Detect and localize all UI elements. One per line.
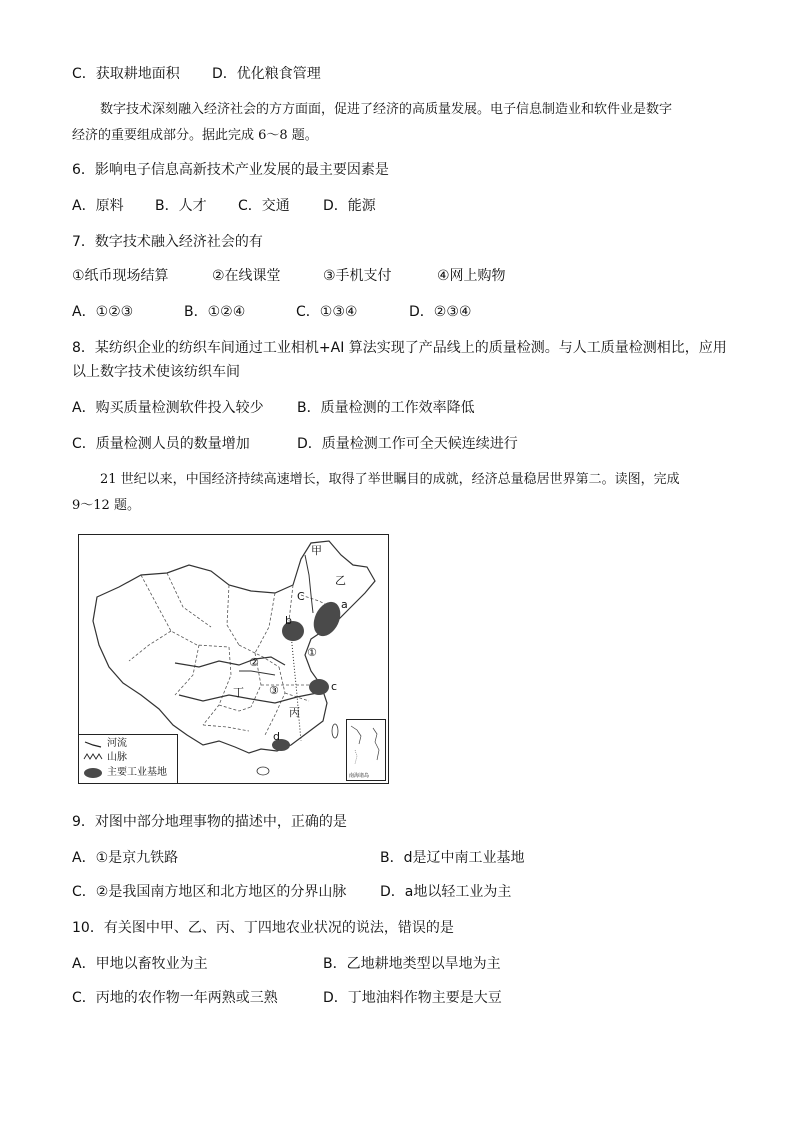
q8-stem-line-1: 8．某纺织企业的纺织车间通过工业相机+AI 算法实现了产品线上的质量检测。与人工质量检测相比，应用 xyxy=(72,340,727,356)
q7-stem: 7．数字技术融入经济社会的有 xyxy=(72,234,263,250)
map-label-jia: 甲 xyxy=(311,544,322,557)
map-label-a: a xyxy=(341,598,348,611)
map-label-b: b xyxy=(285,614,292,627)
q7-option-c: C．①③④ xyxy=(296,304,358,320)
legend-base-label: 主要工业基地 xyxy=(107,767,167,778)
q7-option-a: A．①②③ xyxy=(72,304,134,320)
map-label-num-3: ③ xyxy=(269,684,279,697)
q7-option-b: B．①②④ xyxy=(184,304,246,320)
q6-option-a: A．原料 xyxy=(72,198,124,214)
q10-option-d: D．丁地油料作物主要是大豆 xyxy=(323,990,502,1006)
q5-option-d: D．优化粮食管理 xyxy=(212,66,321,82)
q7-option-d: D．②③④ xyxy=(409,304,472,320)
map-label-c: c xyxy=(331,680,338,693)
q6-stem: 6．影响电子信息高新技术产业发展的最主要因素是 xyxy=(72,162,389,178)
q7-item-2: ②在线课堂 xyxy=(212,268,281,284)
legend-mountain-label: 山脉 xyxy=(107,752,127,763)
q9-option-c: C．②是我国南方地区和北方地区的分界山脉 xyxy=(72,884,347,900)
q10-stem: 10．有关图中甲、乙、丙、丁四地农业状况的说法，错误的是 xyxy=(72,920,454,936)
q6-option-d: D．能源 xyxy=(323,198,376,214)
passage-1-line-1: 数字技术深刻融入经济社会的方方面面，促进了经济的高质量发展。电子信息制造业和软件业是数字 xyxy=(100,102,673,117)
q8-stem-line-2: 以上数字技术使该纺织车间 xyxy=(72,364,240,380)
q9-stem: 9．对图中部分地理事物的描述中，正确的是 xyxy=(72,814,347,830)
china-map-figure xyxy=(78,534,389,784)
q6-option-b: B．人才 xyxy=(155,198,207,214)
q10-option-a: A．甲地以畜牧业为主 xyxy=(72,956,208,972)
map-label-C: C xyxy=(297,590,305,603)
q8-option-b: B．质量检测的工作效率降低 xyxy=(297,400,475,416)
passage-1-line-2: 经济的重要组成部分。据此完成 6～8 题。 xyxy=(72,128,318,143)
q7-item-3: ③手机支付 xyxy=(323,268,392,284)
q10-option-b: B．乙地耕地类型以旱地为主 xyxy=(323,956,501,972)
q7-item-4: ④网上购物 xyxy=(437,268,506,284)
q6-option-c: C．交通 xyxy=(238,198,290,214)
map-label-yi: 乙 xyxy=(335,574,346,587)
legend-river-label: 河流 xyxy=(107,738,127,749)
q8-option-a: A．购买质量检测软件投入较少 xyxy=(72,400,264,416)
map-label-num-2: ② xyxy=(249,656,259,669)
passage-2-line-1: 21 世纪以来，中国经济持续高速增长，取得了举世瞩目的成就，经济总量稳居世界第二。读图，完成 xyxy=(100,472,680,487)
q8-option-d: D．质量检测工作可全天候连续进行 xyxy=(297,436,518,452)
inset-caption: 南海诸岛 xyxy=(349,773,370,779)
q5-option-c: C．获取耕地面积 xyxy=(72,66,180,82)
q9-option-a: A．①是京九铁路 xyxy=(72,850,179,866)
map-legend xyxy=(79,734,178,783)
q10-option-c: C．丙地的农作物一年两熟或三熟 xyxy=(72,990,278,1006)
map-label-num-1: ① xyxy=(307,646,317,659)
south-china-sea-inset xyxy=(346,719,386,781)
q9-option-d: D．a地以轻工业为主 xyxy=(380,884,512,900)
map-label-ding: 丁 xyxy=(233,686,244,699)
q9-option-b: B．d是辽中南工业基地 xyxy=(380,850,525,866)
map-label-d: d xyxy=(273,730,280,743)
legend-symbols xyxy=(81,735,107,783)
map-label-bing: 丙 xyxy=(289,706,300,719)
inset-outline xyxy=(347,720,385,780)
q8-option-c: C．质量检测人员的数量增加 xyxy=(72,436,250,452)
q7-item-1: ①纸币现场结算 xyxy=(72,268,169,284)
passage-2-line-2: 9～12 题。 xyxy=(72,498,140,513)
